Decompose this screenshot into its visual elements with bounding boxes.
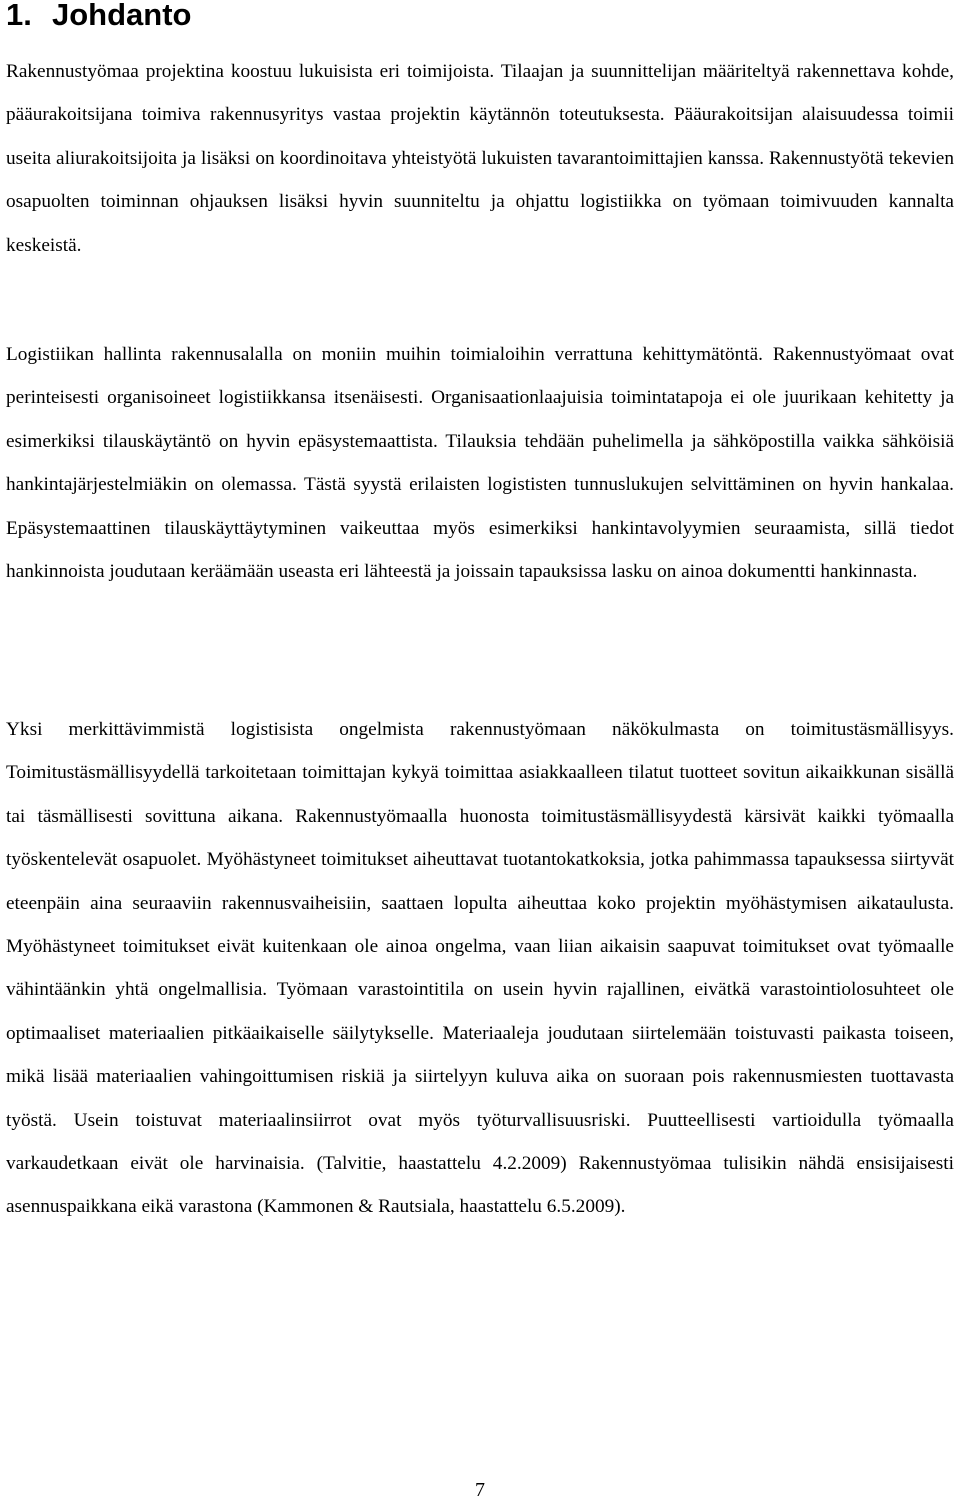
heading-number: 1. [6,0,32,32]
page-number: 7 [475,1479,485,1501]
paragraph-2: Logistiikan hallinta rakennusalalla on moniin muihin toimialoihin verrattuna kehittymätöntä. Rakennustyömaat ovat perinteisesti organisoineet logistiikkansa itsenäisesti. Organisaationlaajuisia toimintatapoja ei ole juurikaan kehitetty ja esimerkiksi tilauskäytäntö on hyvin epäsystemaattista. Tilauksia tehdään puhelimella ja sähköpostilla vaikka sähköisiä hankintajärjestelmiäkin on olemassa. Tästä syystä erilaisten logististen tunnuslukujen selvittäminen on hyvin hankalaa. Epäsystemaattinen tilauskäyttäytyminen vaikeuttaa myös esimerkiksi hankintavolyymien seuraamista, sillä tiedot hankinnoista joudutaan keräämään useasta eri lähteestä ja joissain tapauksissa lasku on ainoa dokumentti hankinnasta. [6,344,954,583]
page-heading [6,0,192,34]
heading-title: Johdanto [52,0,192,32]
paragraph-3: Yksi merkittävimmistä logistisista ongelmista rakennustyömaan näkökulmasta on toimitustäsmällisyys. Toimitustäsmällisyydellä tarkoitetaan toimittajan kykyä toimittaa asiakkaalleen tilatut tuotteet sovitun aikaikkunan sisällä tai täsmällisesti sovittuna aikana. Rakennustyömaalla huonosta toimitustäsmällisyydestä kärsivät kaikki työmaalla työskentelevät osapuolet. Myöhästyneet toimitukset aiheuttavat tuotantokatkoksia, jotka pahimmassa tapauksessa siirtyvät eteenpäin aina seuraaviin rakennusvaiheisiin, saattaen lopulta aiheuttaa koko projektin myöhästymisen aikataulusta. Myöhästyneet toimitukset eivät kuitenkaan ole ainoa ongelma, vaan liian aikaisin saapuvat toimitukset ovat työmaalle vähintäänkin yhtä ongelmallisia. Työmaan varastointitila on usein hyvin rajallinen, eivätkä varastointiolosuhteet ole optimaaliset materiaalien pitkäaikaiselle säilytykselle. Materiaaleja joudutaan siirtelemään toistuvasti paikasta toiseen, mikä lisää materiaalien vahingoittumisen riskiä ja siirtelyyn kuluva aika on suoraan pois rakennusmiesten tuottavasta työstä. Usein toistuvat materiaalinsiirrot ovat myös työturvallisuusriski. Puutteellisesti vartioidulla työmaalla varkaudetkaan eivät ole harvinaisia. (Talvitie, haastattelu 4.2.2009) Rakennustyömaa tulisikin nähdä ensisijaisesti asennuspaikkana eikä varastona (Kammonen & Rautsiala, haastattelu 6.5.2009). [6,719,954,1218]
paragraph-1: Rakennustyömaa projektina koostuu lukuisista eri toimijoista. Tilaajan ja suunnittelijan määriteltyä rakennettava kohde, pääurakoitsijana toimiva rakennusyritys vastaa projektin käytännön toteutuksesta. Pääurakoitsijan alaisuudessa toimii useita aliurakoitsijoita ja lisäksi on koordinoitava yhteistyötä lukuisten tavarantoimittajien kanssa. Rakennustyötä tekevien osapuolten toiminnan ohjauksen lisäksi hyvin suunniteltu ja ohjattu logistiikka on työmaan toimivuuden kannalta keskeistä. [6,61,954,256]
